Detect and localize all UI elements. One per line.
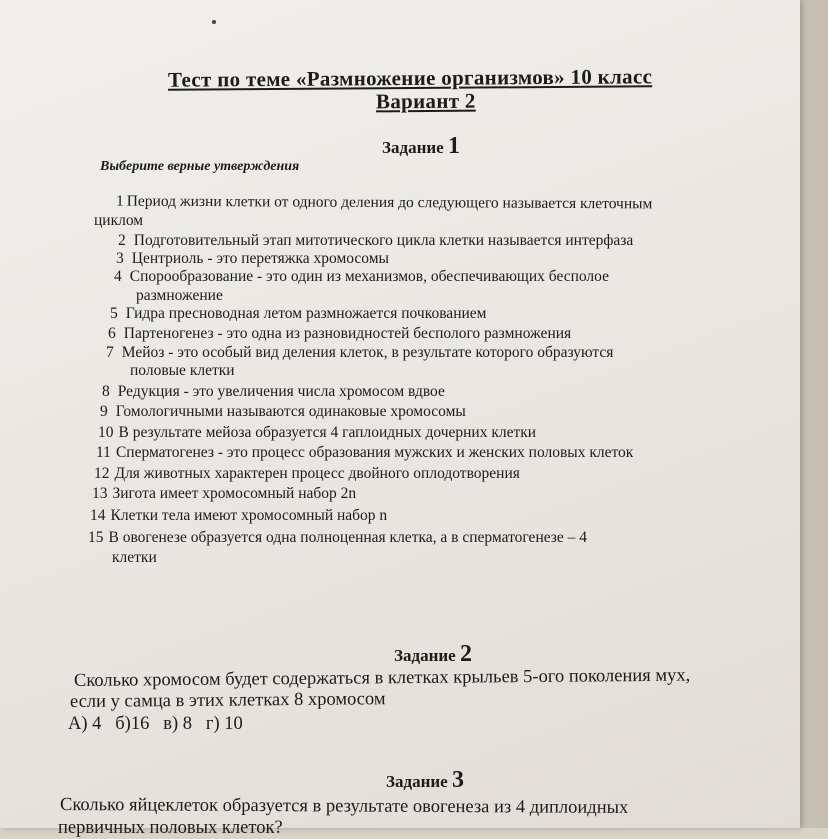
task3-question-line-2: первичных половых клеток? [58,818,283,838]
statement-number: 3 [116,250,124,267]
statement-number: 8 [102,383,110,400]
statement-6 [108,325,571,343]
statement-text: Центриоль - это перетяжка хромосомы [131,250,389,267]
statement-3 [116,250,389,268]
statement-text: Мейоз - это особый вид деления клеток, в результате которого образуются [121,344,614,361]
statement-number: 15 [88,529,104,546]
task1-heading-number: 1 [447,133,460,159]
statement-text: Сперматогенез - это процесс образования мужских и женских половых клеток [115,444,634,461]
statement-text: Зигота имеет хромосомный набор 2n [112,485,357,502]
statement-15 [88,529,587,547]
task2-heading [394,641,472,668]
statement-1-continuation: циклом [94,212,144,229]
statement-number: 2 [118,232,126,249]
task1-heading [382,133,460,160]
statement-text: Спорообразование - это один из механизмов, обеспечивающих бесполое [129,268,609,285]
task2-heading-number: 2 [459,641,472,667]
statement-number: 1 [115,192,124,210]
statement-12 [94,465,520,483]
statement-text: Клетки тела имеют хромосомный набор n [110,507,388,524]
statement-number: 6 [108,325,116,342]
statement-number: 14 [90,507,106,524]
statement-11 [96,444,633,462]
statement-7 [106,344,613,362]
statement-text: В овогенезе образуется одна полноценная клетка, а в сперматогенезе – 4 [108,529,588,546]
statement-number: 10 [98,424,114,441]
statement-text: Гомологичными называются одинаковые хромосомы [115,403,466,420]
statement-text: Для животных характерен процесс двойного оплодотворения [114,465,520,482]
task1-instruction: Выберите верные утверждения [100,159,300,174]
statement-5 [110,305,486,323]
task2-question-line-1: Сколько хромосом будет содержаться в клетках крыльев 5-ого поколения мух, [73,665,691,691]
task3-heading-label: Задание [386,772,448,791]
statement-text: Подготовительный этап митотического цикла клетки называется интерфаза [133,232,634,249]
statement-2 [118,232,633,250]
statement-9 [100,403,466,421]
statement-10 [98,424,536,442]
paper-speck [212,20,216,24]
task2-heading-label: Задание [394,646,456,665]
statement-text: Партеногенез - это одна из разновидностей бесполого размножения [123,325,572,342]
statement-4-continuation: размножение [136,287,223,304]
task2-answer-options: А) 4 б)16 в) 8 г) 10 [68,714,243,734]
statement-13 [92,485,356,503]
statement-number: 11 [96,444,111,461]
task3-heading [386,767,464,794]
task1-heading-label: Задание [382,138,444,157]
statement-number: 13 [92,485,108,502]
task2-question-line-2: если у самца в этих клетках 8 хромосом [69,689,386,712]
statement-number: 4 [114,268,122,285]
statement-text: Редукция - это увеличения числа хромосом вдвое [117,383,445,400]
statement-15-continuation: клетки [112,549,157,566]
task3-question-line-1: Сколько яйцеклеток образуется в результате овогенеза из 4 диплоидных [59,795,629,818]
statement-number: 9 [100,403,108,420]
statement-1 [116,193,652,214]
statement-number: 7 [106,344,114,361]
statement-4 [114,268,609,286]
statement-7-continuation: половые клетки [130,362,235,379]
test-title: Тест по теме «Размножение организмов» 10 класс [167,64,653,92]
statement-14 [90,507,387,525]
task3-heading-number: 3 [451,767,464,793]
statement-number: 12 [94,465,110,482]
statement-text: Период жизни клетки от одного деления до следующего называется клеточным [126,192,653,213]
statement-text: В результате мейоза образуется 4 гаплоидных дочерних клетки [118,424,537,441]
variant-title: Вариант 2 [375,88,476,114]
statement-number: 5 [110,305,118,322]
statement-text: Гидра пресноводная летом размножается почкованием [125,305,487,322]
statement-8 [102,383,445,401]
